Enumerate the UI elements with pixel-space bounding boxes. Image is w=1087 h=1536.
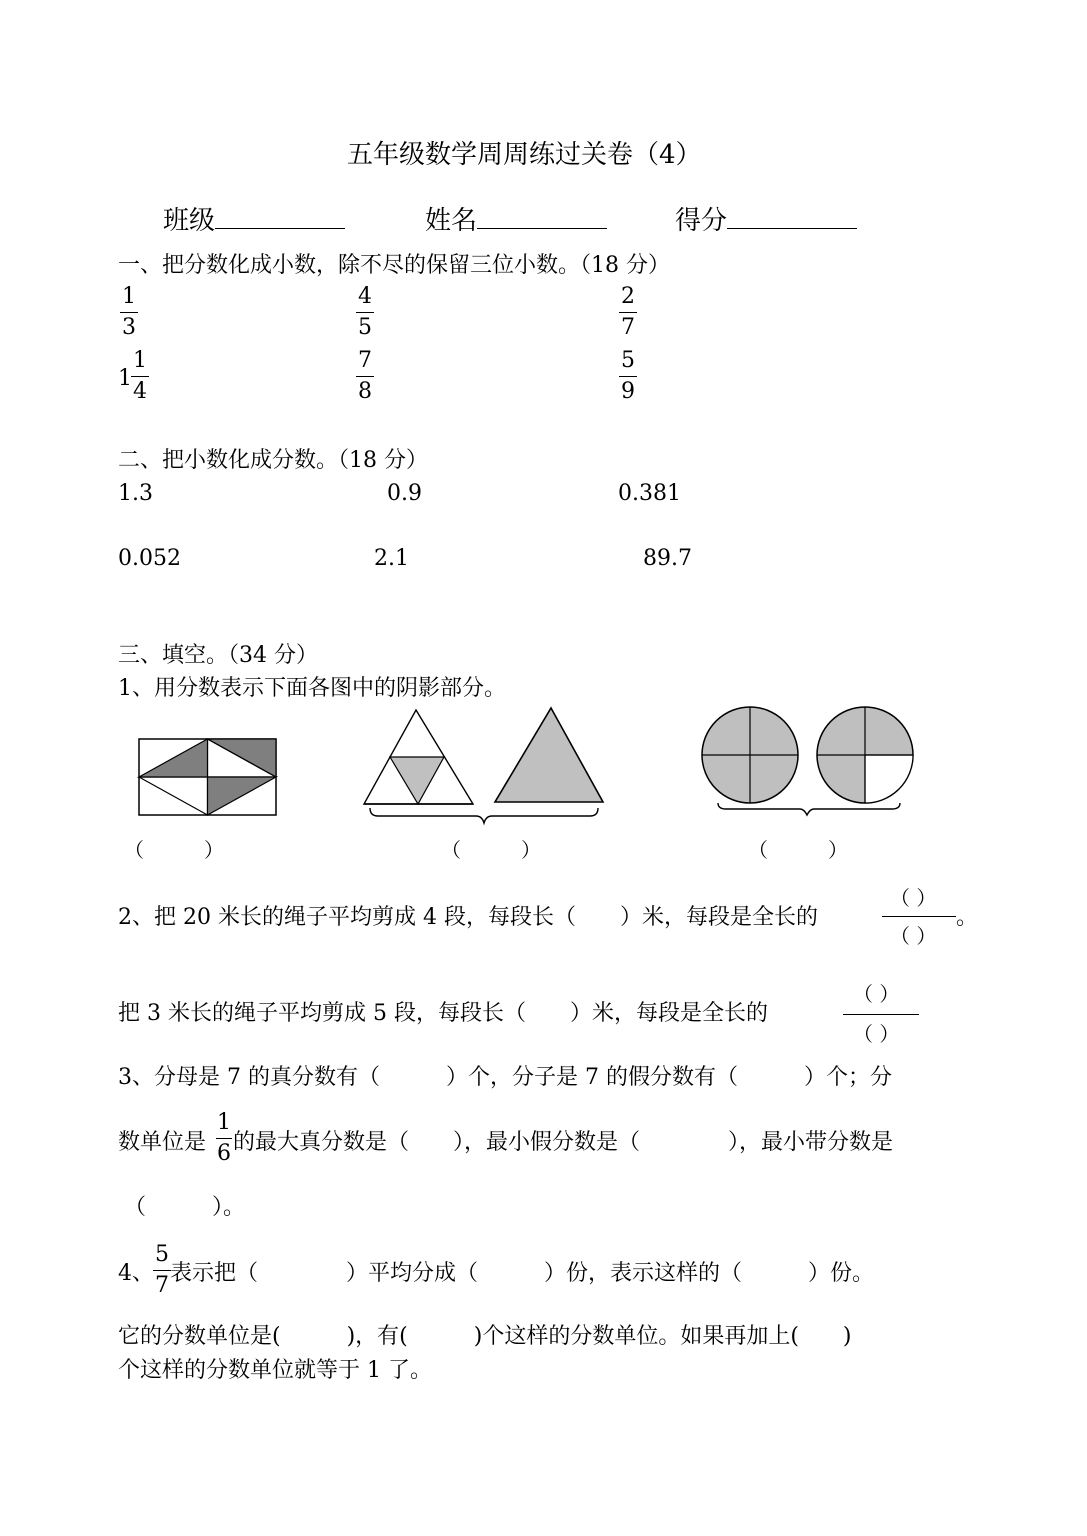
q3-line1: 3、分母是 7 的真分数有（ ）个，分子是 7 的假分数有（ ）个；分 <box>118 1065 892 1090</box>
q4-pre: 4、 <box>118 1261 154 1286</box>
section3-heading: 三、填空。（34 分） <box>118 643 318 668</box>
circle-figure <box>698 702 920 824</box>
answer-paren-2[interactable]: （ ） <box>441 838 541 862</box>
score-label: 得分 <box>675 206 728 236</box>
decimal-item: 89.7 <box>643 546 692 571</box>
q4-fraction: 5 7 <box>155 1242 169 1298</box>
class-blank[interactable] <box>215 206 345 229</box>
answer-paren-1[interactable]: （ ） <box>124 838 224 862</box>
decimal-item: 0.9 <box>387 481 422 506</box>
page-title: 五年级数学周周练过关卷（4） <box>347 140 702 170</box>
fraction-1-1-4: 1 4 <box>133 348 147 404</box>
class-label: 班级 <box>163 206 216 236</box>
rectangle-figure <box>136 736 280 818</box>
triangle-figure <box>360 702 610 828</box>
section1-heading: 一、把分数化成小数，除不尽的保留三位小数。（18 分） <box>118 253 670 278</box>
q2-line2: 把 3 米长的绳子平均剪成 5 段，每段长（ ）米，每段是全长的 <box>118 1001 768 1026</box>
decimal-item: 0.381 <box>618 481 681 506</box>
fraction-5-9: 5 9 <box>621 348 635 404</box>
q3-line2-pre: 数单位是 <box>118 1130 207 1155</box>
section2-heading: 二、把小数化成分数。（18 分） <box>118 448 428 473</box>
q2-blank-fraction-1[interactable]: （ ） （ ） <box>882 882 956 946</box>
answer-paren-3[interactable]: （ ） <box>748 838 848 862</box>
decimal-item: 1.3 <box>118 481 153 506</box>
score-field <box>675 200 857 237</box>
fraction-1-3: 1 3 <box>122 284 136 340</box>
mixed-whole: 1 <box>118 366 132 391</box>
q2-period: 。 <box>956 905 979 930</box>
q2-line1: 2、把 20 米长的绳子平均剪成 4 段，每段长（ ）米，每段是全长的 <box>118 905 818 930</box>
name-blank[interactable] <box>477 206 607 229</box>
q3-line3: （ ）。 <box>124 1195 246 1220</box>
decimal-item: 0.052 <box>118 546 181 571</box>
q4-line2: 它的分数单位是( )，有( )个这样的分数单位。如果再加上( ) <box>118 1324 852 1349</box>
name-field <box>425 200 607 237</box>
q1-text: 1、用分数表示下面各图中的阴影部分。 <box>118 676 506 701</box>
decimal-item: 2.1 <box>374 546 409 571</box>
q4-line1-post: 表示把（ ）平均分成（ ）份，表示这样的（ ）份。 <box>170 1261 875 1286</box>
fraction-2-7: 2 7 <box>621 284 635 340</box>
fraction-7-8: 7 8 <box>358 348 372 404</box>
score-blank[interactable] <box>727 206 857 229</box>
q3-line2-post: 的最大真分数是（ ），最小假分数是（ ），最小带分数是 <box>233 1130 894 1155</box>
class-field <box>163 200 345 237</box>
name-label: 姓名 <box>425 206 478 236</box>
q4-line3: 个这样的分数单位就等于 1 了。 <box>118 1358 432 1383</box>
fraction-4-5: 4 5 <box>358 284 372 340</box>
q3-fraction: 1 6 <box>217 1110 231 1166</box>
q2-blank-fraction-2[interactable]: （ ） （ ） <box>843 978 919 1042</box>
